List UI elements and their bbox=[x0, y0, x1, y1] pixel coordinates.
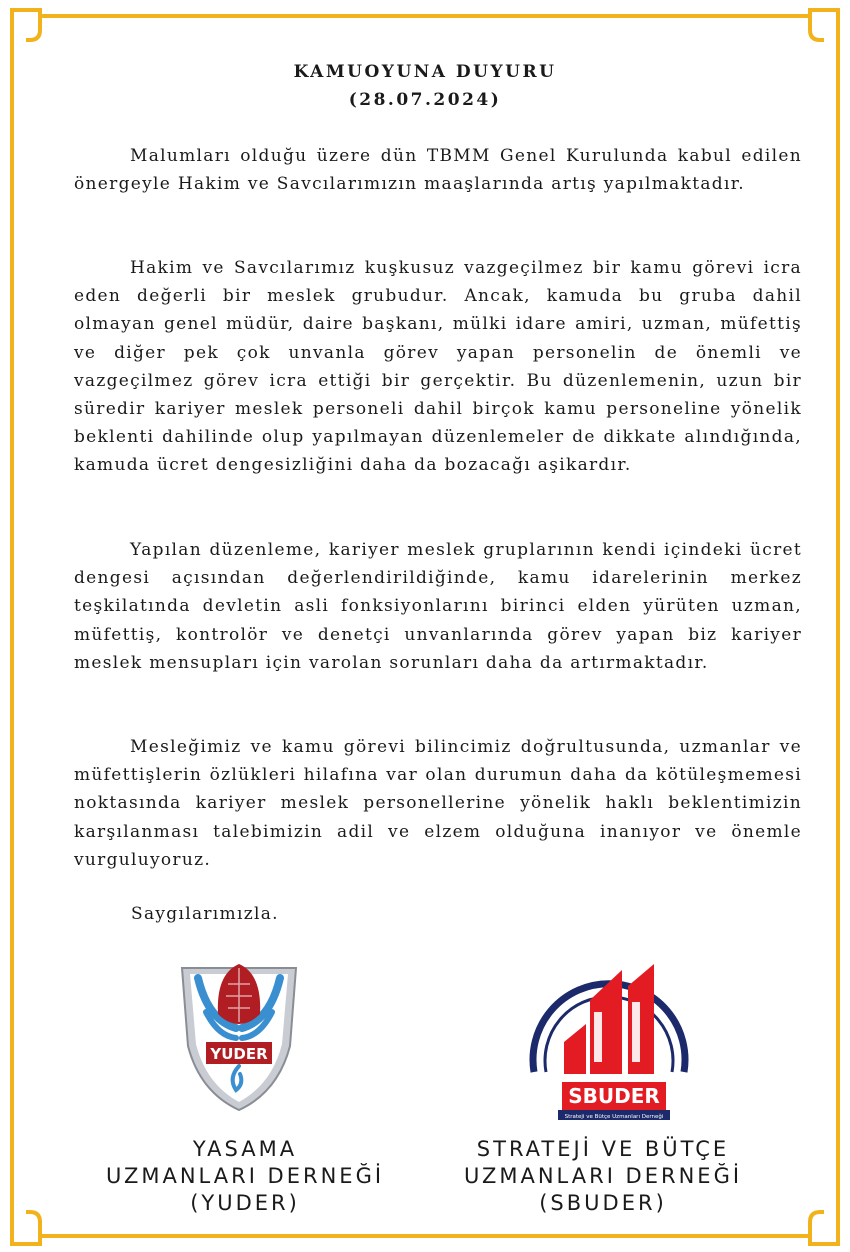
sbuder-name-line1: STRATEJİ VE BÜTÇE bbox=[476, 1137, 730, 1161]
sbuder-signature bbox=[418, 1136, 788, 1217]
yuder-signature bbox=[60, 1136, 430, 1217]
sbuder-logo-subtext: Strateji ve Bütçe Uzmanları Derneği bbox=[564, 1114, 664, 1120]
yuder-name-line2: UZMANLARI DERNEĞİ bbox=[105, 1164, 385, 1188]
yuder-logo-text: YUDER bbox=[210, 1045, 268, 1063]
sbuder-name-line3: (SBUDER) bbox=[539, 1191, 667, 1215]
paragraph-2: Hakim ve Savcılarımız kuşkusuz vazgeçilmez bir kamu görevi icra eden değerli bir meslek grubudur. Ancak, kamuda bu gruba dahil olmayan genel müdür, daire başkanı, mülki idare amiri, uzman, müfettiş ve diğer pek çok unvanla görev yapan personelin de önemli ve vazgeçilmez görev icra ettiği bir gerçektir. Bu düzenlemenin, uzun bir süredir kariyer meslek personeli dahil birçok kamu personeline yönelik beklenti dahilinde olup yapılmayan düzenlemeler de dikkate alındığında, kamuda ücret dengesizliğini daha da bozacağı aşikardır. bbox=[74, 258, 802, 476]
announcement-date: (28.07.2024) bbox=[348, 90, 502, 110]
yuder-logo bbox=[178, 954, 300, 1114]
sbuder-logo bbox=[524, 942, 694, 1124]
yuder-name-line3: (YUDER) bbox=[190, 1191, 300, 1215]
paragraph-3: Yapılan düzenleme, kariyer meslek gruplarının kendi içindeki ücret dengesi açısından değerlendirildiğinde, kamu idarelerinin merkez teşkilatında devletin asli fonksiyonlarını birinci elden yürüten uzman, müfettiş, kontrolör ve denetçi unvanlarında görev yapan biz kariyer meslek mensupları için varolan sorunları daha da artırmaktadır. bbox=[74, 540, 802, 673]
closing-text: Saygılarımızla. bbox=[131, 904, 279, 924]
sbuder-name-line2: UZMANLARI DERNEĞİ bbox=[463, 1164, 743, 1188]
paragraph-4: Mesleğimiz ve kamu görevi bilincimiz doğrultusunda, uzmanlar ve müfettişlerin özlükleri hilafına var olan durumun daha da kötüleşmemesi noktasında kariyer meslek personellerine yönelik haklı beklentimizin karşılanması talebimizin adil ve elzem olduğuna inanıyor ve önemle vurguluyoruz. bbox=[74, 737, 802, 870]
announcement-title: KAMUOYUNA DUYURU bbox=[293, 62, 557, 82]
paragraph-1: Malumları olduğu üzere dün TBMM Genel Kurulunda kabul edilen önergeyle Hakim ve Savcılarımızın maaşlarında artış yapılmaktadır. bbox=[74, 146, 802, 195]
sbuder-logo-text: SBUDER bbox=[568, 1084, 660, 1108]
yuder-name-line1: YASAMA bbox=[192, 1137, 298, 1161]
